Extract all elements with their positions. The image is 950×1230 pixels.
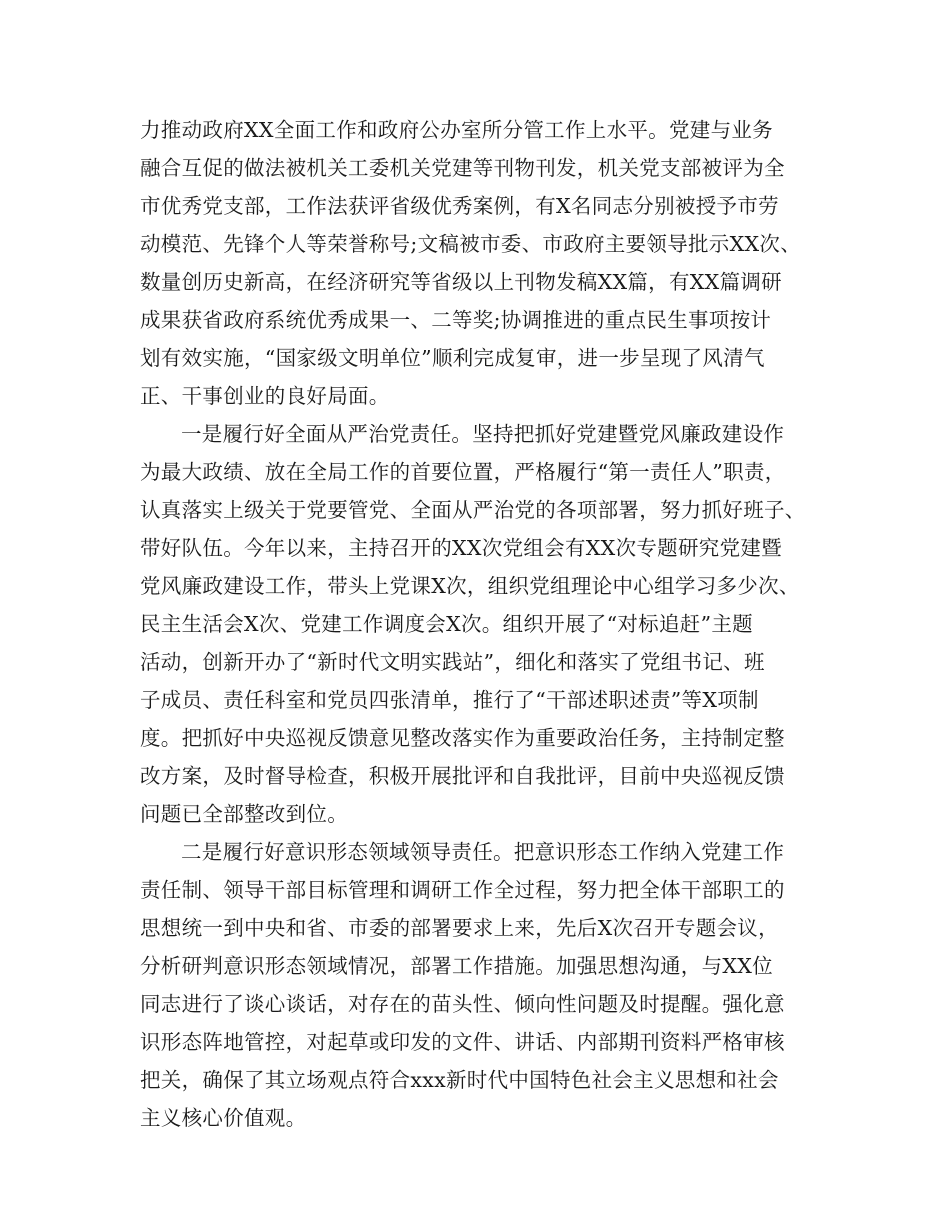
text-line: 民主生活会X次、党建工作调度会X次。组织开展了“对标追赶”主题	[140, 612, 753, 636]
text-line: 分析研判意识形态领域情况，部署工作措施。加强思想沟通，与XX位	[140, 954, 773, 978]
text-line: 识形态阵地管控，对起草或印发的文件、讲话、内部期刊资料严格审核	[140, 1030, 785, 1054]
text-line: 带好队伍。今年以来，主持召开的XX次党组会有XX次专题研究党建暨	[140, 536, 782, 560]
paragraph-first-line: 二是履行好意识形态领域领导责任。把意识形态工作纳入党建工作	[181, 840, 785, 864]
paragraph-first-line: 一是履行好全面从严治党责任。坚持把抓好党建暨党风廉政建设作	[181, 422, 785, 446]
text-line: 党风廉政建设工作，带头上党课X次，组织党组理论中心组学习多少次、	[140, 574, 800, 598]
text-line: 正、干事创业的良好局面。	[140, 384, 390, 408]
text-line: 活动，创新开办了“新时代文明实践站”，细化和落实了党组书记、班	[140, 650, 765, 674]
text-line: 问题已全部整改到位。	[140, 802, 348, 826]
text-line: 同志进行了谈心谈话，对存在的苗头性、倾向性问题及时提醒。强化意	[140, 992, 785, 1016]
text-line: 认真落实上级关于党要管党、全面从严治党的各项部署，努力抓好班子、	[140, 498, 806, 522]
text-line: 改方案，及时督导检查，积极开展批评和自我批评，目前中央巡视反馈	[140, 764, 785, 788]
text-line: 主义核心价值观。	[140, 1106, 307, 1130]
text-line: 力推动政府XX全面工作和政府公办室所分管工作上水平。党建与业务	[140, 118, 773, 142]
text-line: 为最大政绩、放在全局工作的首要位置，严格履行“第一责任人”职责，	[140, 460, 786, 484]
text-line: 成果获省政府系统优秀成果一、二等奖;协调推进的重点民生事项按计	[140, 308, 772, 332]
text-line: 子成员、责任科室和党员四张清单，推行了“干部述职述责”等X项制	[140, 688, 759, 712]
text-line: 把关，确保了其立场观点符合xxx新时代中国特色社会主义思想和社会	[140, 1068, 779, 1092]
text-line: 责任制、领导干部目标管理和调研工作全过程，努力把全体干部职工的	[140, 878, 785, 902]
text-line: 思想统一到中央和省、市委的部署要求上来，先后X次召开专题会议，	[140, 916, 779, 940]
document-body	[140, 111, 820, 1137]
text-line: 划有效实施，“国家级文明单位”顺利完成复审，进一步呈现了风清气	[140, 346, 765, 370]
text-line: 市优秀党支部，工作法获评省级优秀案例，有X名同志分别被授予市劳	[140, 194, 779, 218]
text-line: 动模范、先锋个人等荣誉称号;文稿被市委、市政府主要领导批示XX次、	[140, 232, 801, 256]
text-line: 数量创历史新高，在经济研究等省级以上刊物发稿XX篇，有XX篇调研	[140, 270, 782, 294]
text-line: 度。把抓好中央巡视反馈意见整改落实作为重要政治任务，主持制定整	[140, 726, 785, 750]
text-line: 融合互促的做法被机关工委机关党建等刊物刊发，机关党支部被评为全	[140, 156, 785, 180]
